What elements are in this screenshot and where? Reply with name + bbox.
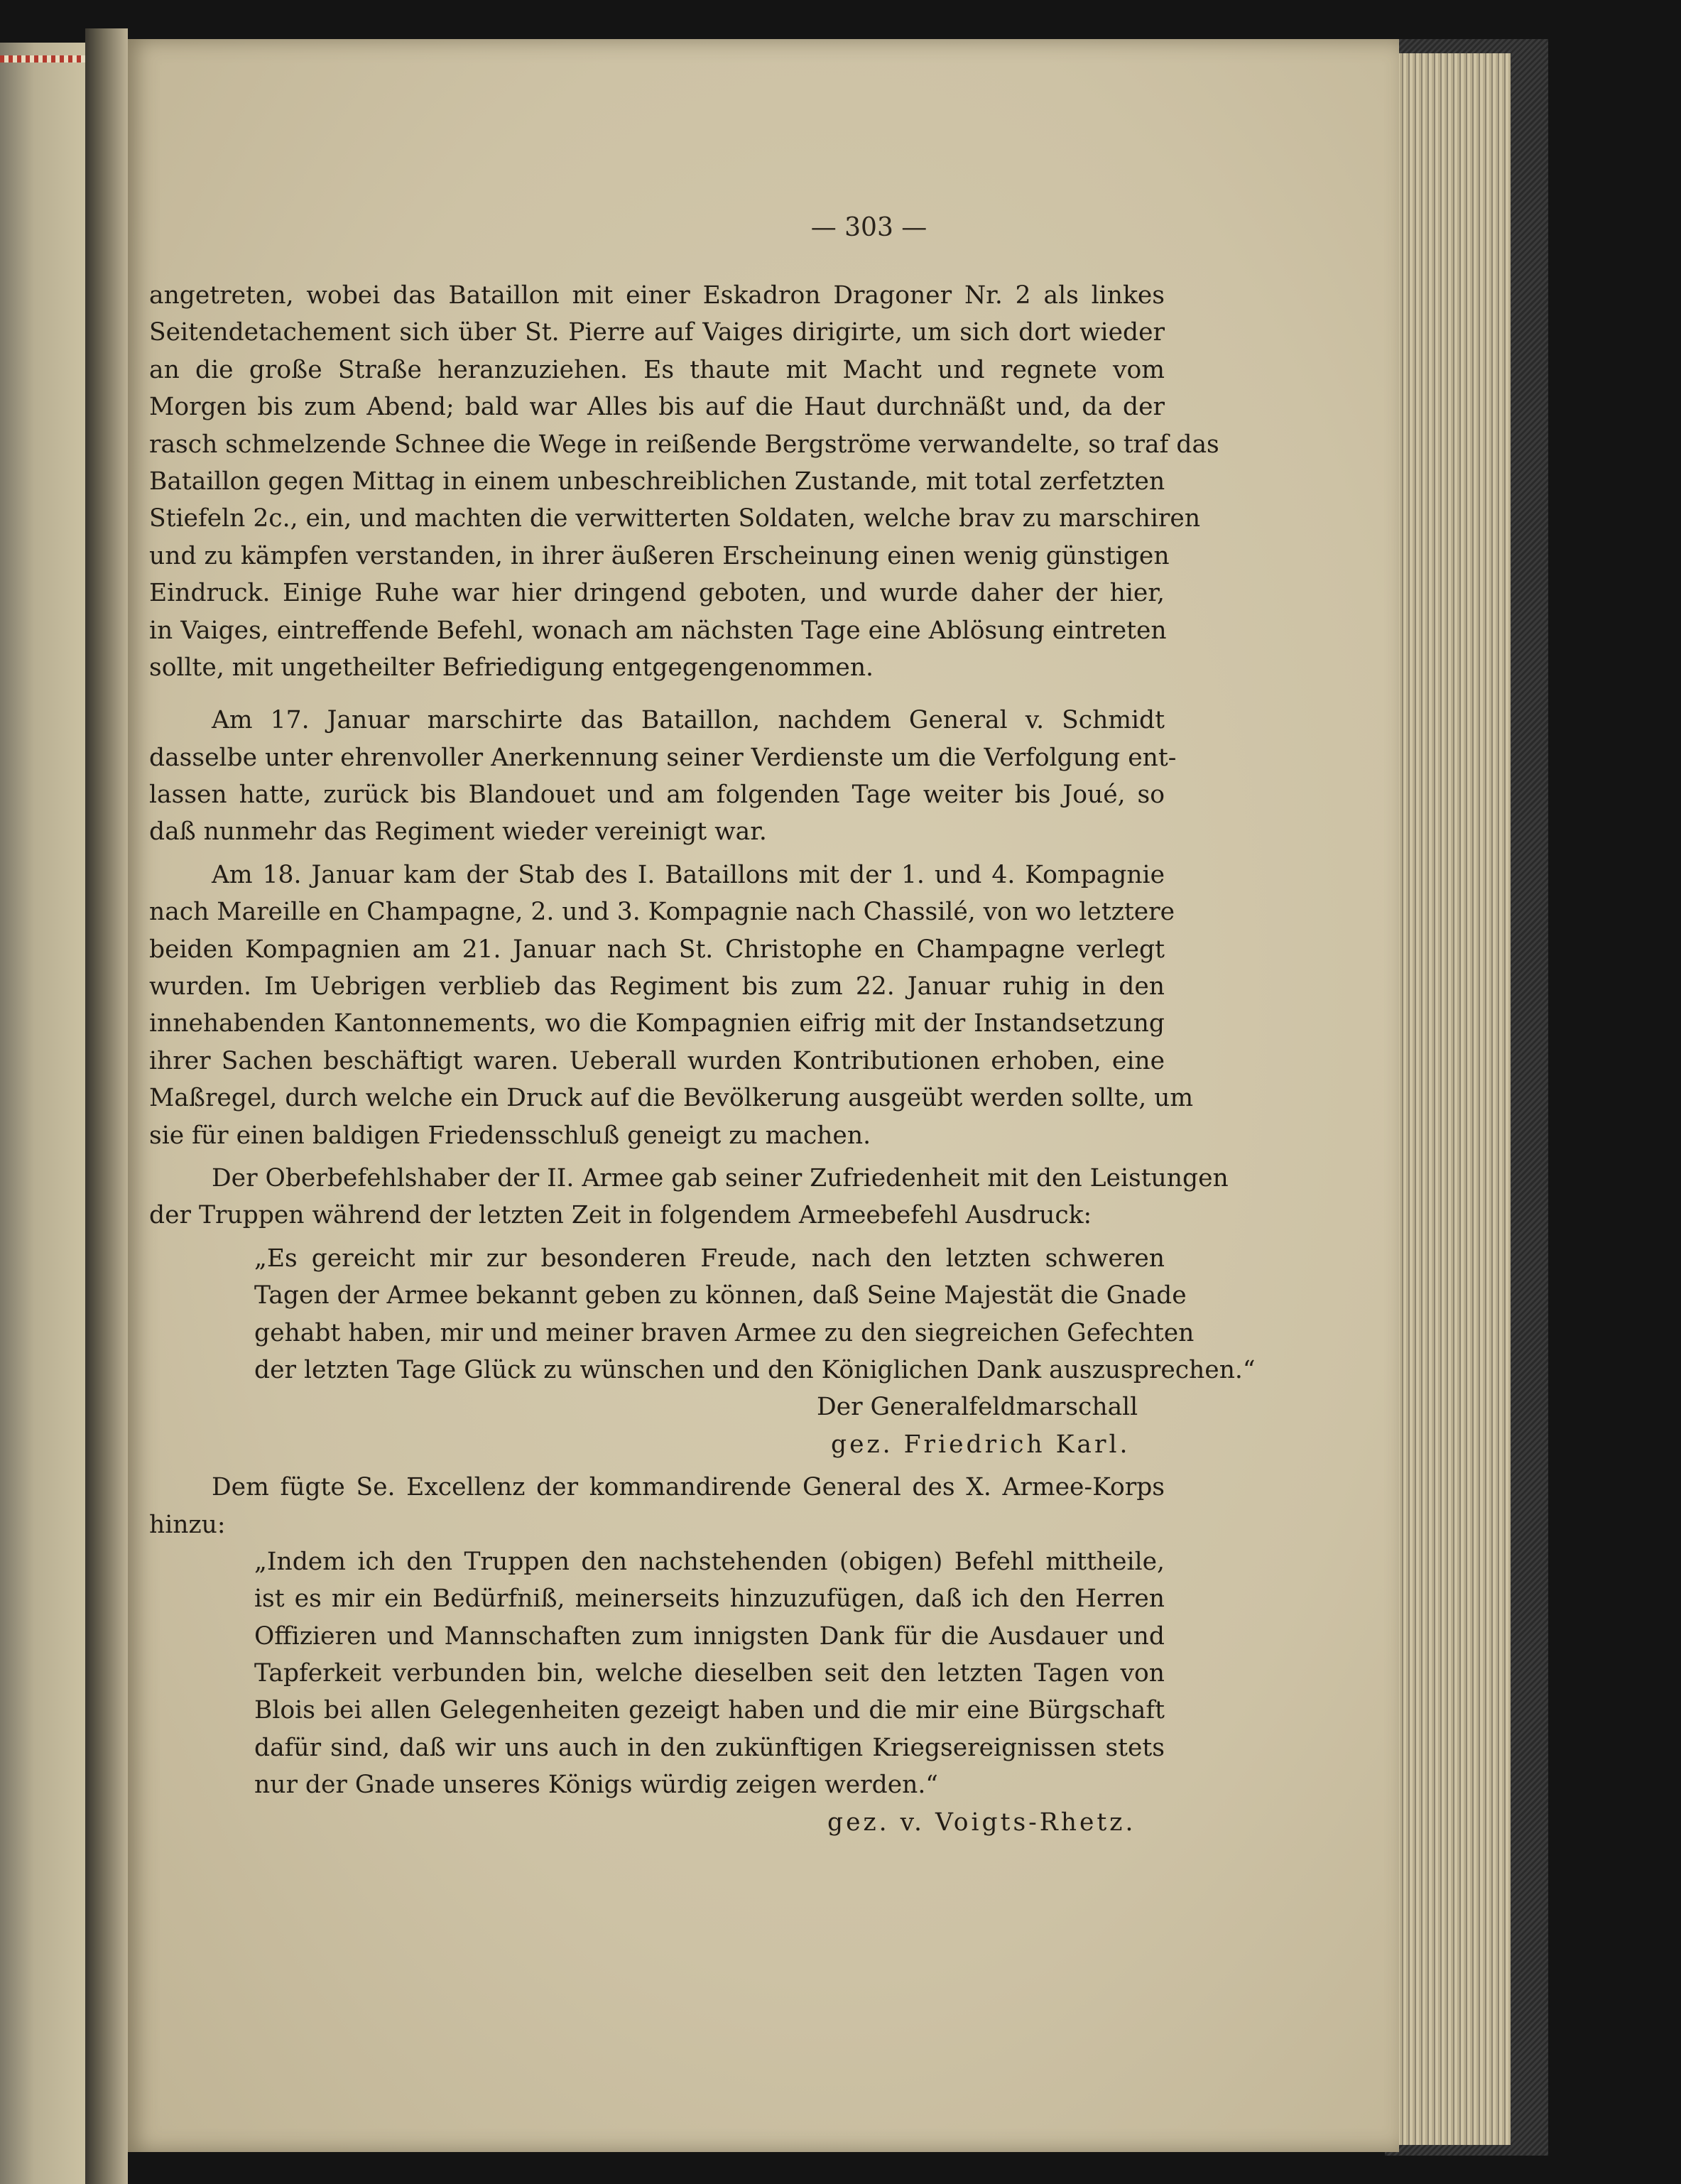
text-line: in Vaiges, eintreffende Befehl, wonach am nächsten Tage eine Ablösung eintreten [149, 616, 1167, 645]
text-line: Maßregel, durch welche ein Druck auf die Bevölkerung ausgeübt werden sollte, um [149, 1084, 1194, 1113]
paragraph-5 [149, 1469, 1165, 1543]
paragraph-3 [149, 857, 1194, 1154]
text-line: daß nunmehr das Regiment wieder vereinigt war. [149, 817, 767, 847]
text-line: Stiefeln 2c., ein, und machten die verwitterten Soldaten, welche brav zu marschiren [149, 504, 1201, 533]
text-line: dasselbe unter ehrenvoller Anerkennung seiner Verdienste um die Verfolgung ent- [149, 743, 1177, 772]
paragraph-4 [149, 1160, 1229, 1234]
text-line: rasch schmelzende Schnee die Wege in reißende Bergströme verwandelte, so traf das [149, 430, 1219, 459]
text-line: der letzten Tage Glück zu wünschen und den Königlichen Dank auszusprechen.“ [254, 1355, 1256, 1384]
paragraph-2 [149, 702, 1177, 851]
text-line: lassen hatte, zurück bis Blandouet und am folgenden Tage weiter bis Joué, so [149, 781, 1165, 810]
text-line: Dem fügte Se. Excellenz der kommandirende General des X. Armee-Korps [212, 1473, 1165, 1502]
signature-name: gez. Friedrich Karl. [831, 1430, 1131, 1459]
text-line: Bataillon gegen Mittag in einem unbeschreiblichen Zustande, mit total zerfetzten [149, 467, 1165, 496]
text-line: innehabenden Kantonnements, wo die Kompagnien eifrig mit der Instandsetzung [149, 1009, 1165, 1038]
text-line: „Indem ich den Truppen den nachstehenden (obigen) Befehl mittheile, [254, 1547, 1165, 1576]
text-line: nach Mareille en Champagne, 2. und 3. Kompagnie nach Chassilé, von wo letztere [149, 898, 1175, 927]
page-stack-edge [1392, 53, 1511, 2145]
text-line: angetreten, wobei das Bataillon mit einer Eskadron Dragoner Nr. 2 als linkes [149, 281, 1165, 310]
text-line: Am 17. Januar marschirte das Bataillon, nachdem General v. Schmidt [212, 706, 1165, 735]
text-line: hinzu: [149, 1510, 226, 1539]
signature-title: Der Generalfeldmarschall [817, 1393, 1138, 1422]
text-line: ist es mir ein Bedürfniß, meinerseits hinzuzufügen, daß ich den Herren [254, 1585, 1165, 1614]
text-line: und zu kämpfen verstanden, in ihrer äußeren Erscheinung einen wenig günstigen [149, 541, 1170, 570]
binding-strip [0, 55, 85, 63]
text-line: Blois bei allen Gelegenheiten gezeigt haben und die mir eine Bürgschaft [254, 1696, 1165, 1725]
text-line: Tagen der Armee bekannt geben zu können, daß Seine Majestät die Gnade [254, 1281, 1187, 1310]
text-line: Morgen bis zum Abend; bald war Alles bis auf die Haut durchnäßt und, da der [149, 393, 1165, 422]
text-line: an die große Straße heranzuziehen. Es thaute mit Macht und regnete vom [149, 355, 1165, 384]
text-line: wurden. Im Uebrigen verblieb das Regiment bis zum 22. Januar ruhig in den [149, 972, 1165, 1001]
text-line: ihrer Sachen beschäftigt waren. Ueberall wurden Kontributionen erhoben, eine [149, 1046, 1165, 1075]
text-line: Seitendetachement sich über St. Pierre auf Vaiges dirigirte, um sich dort wieder [149, 318, 1165, 347]
text-line: der Truppen während der letzten Zeit in folgendem Armeebefehl Ausdruck: [149, 1201, 1092, 1230]
text-line: sollte, mit ungetheilter Befriedigung entgegengenommen. [149, 653, 874, 682]
page-number: — 303 — [810, 213, 927, 242]
paragraph-1 [149, 277, 1219, 686]
army-order-quote [149, 1240, 1256, 1389]
signature-name: gez. v. Voigts-Rhetz. [827, 1808, 1136, 1837]
text-line: Der Oberbefehlshaber der II. Armee gab seiner Zufriedenheit mit den Leistungen [212, 1163, 1229, 1192]
text-line: Tapferkeit verbunden bin, welche dieselben seit den letzten Tagen von [254, 1659, 1165, 1688]
text-line: dafür sind, daß wir uns auch in den zukünftigen Kriegsereignissen stets [254, 1733, 1165, 1762]
text-line: „Es gereicht mir zur besonderen Freude, nach den letzten schweren [254, 1244, 1165, 1273]
text-line: nur der Gnade unseres Königs würdig zeigen werden.“ [254, 1771, 938, 1800]
text-line: Am 18. Januar kam der Stab des I. Bataillons mit der 1. und 4. Kompagnie [212, 860, 1165, 889]
text-line: sie für einen baldigen Friedensschluß geneigt zu machen. [149, 1121, 871, 1150]
left-page-edge [0, 43, 85, 2184]
text-line: gehabt haben, mir und meiner braven Armee zu den siegreichen Gefechten [254, 1318, 1195, 1347]
text-line: beiden Kompagnien am 21. Januar nach St. Christophe en Champagne verlegt [149, 935, 1165, 964]
text-line: Offizieren und Mannschaften zum innigsten Dank für die Ausdauer und [254, 1621, 1165, 1651]
text-line: Eindruck. Einige Ruhe war hier dringend geboten, und wurde daher der hier, [149, 579, 1165, 608]
page-text [149, 277, 1256, 1841]
corps-order-quote [149, 1543, 1165, 1804]
book-gutter [85, 28, 128, 2184]
